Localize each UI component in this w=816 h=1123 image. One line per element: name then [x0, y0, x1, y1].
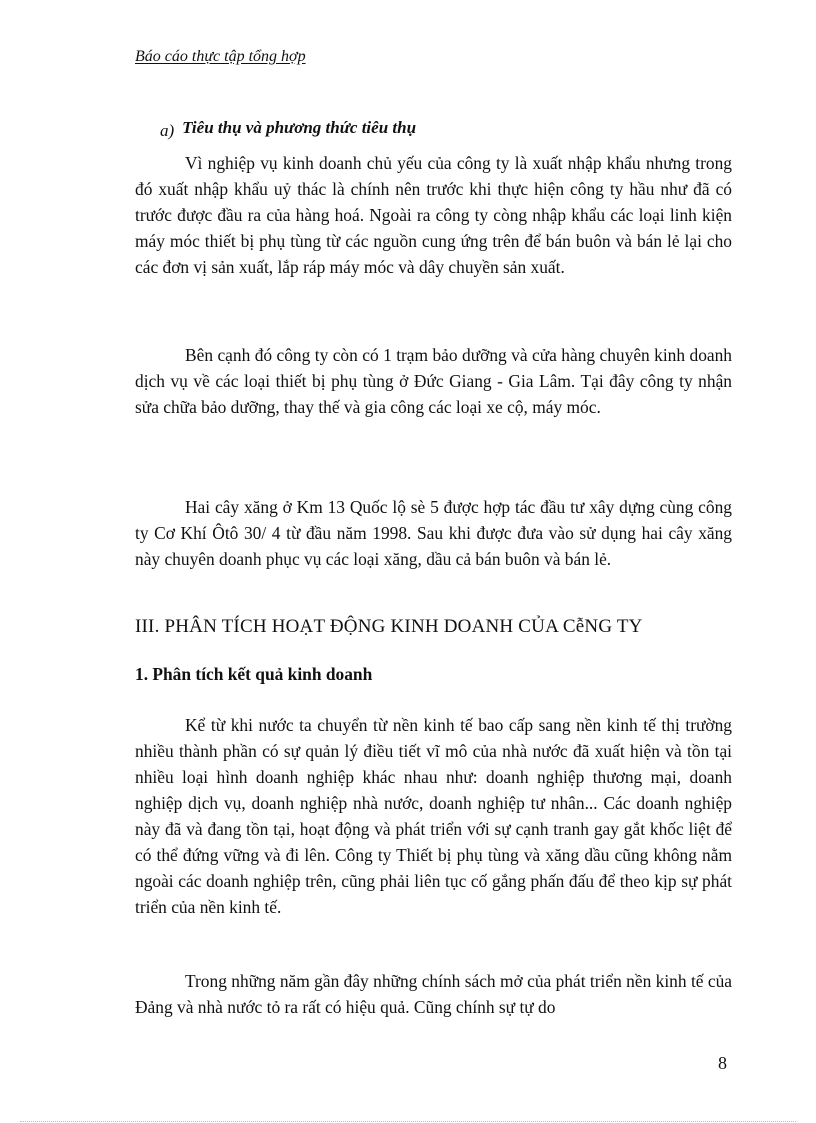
paragraph-recent-policies: Trong những năm gần đây những chính sách mở của phát triển nền kinh tế của Đảng và nhà nước tỏ ra rất có hiệu quả. Cũng chính sự tự do [135, 971, 732, 1017]
page-number: 8 [718, 1053, 727, 1073]
paragraph-consumption: Vì nghiệp vụ kinh doanh chủ yếu của công ty là xuất nhập khẩu nhưng trong đó xuất nhập khẩu uỷ thác là chính nên trước khi thực hiện công ty hầu như đã có trước được đầu ra của hàng hoá. Ngoài ra công ty còng nhập khẩu các loại linh kiện máy móc thiết bị phụ tùng từ các nguồn cung ứng trên để bán buôn và bán lẻ lại cho các đơn vị sản xuất, lắp ráp máy móc và dây chuyền sản xuất. [135, 153, 732, 277]
paragraph-market-economy: Kể từ khi nước ta chuyển từ nền kinh tế bao cấp sang nền kinh tế thị trường nhiều thành phần có sự quản lý điều tiết vĩ mô của nhà nước đã xuất hiện và tồn tại nhiều loại hình doanh nghiệp khác nhau như: doanh nghiệp thương mại, doanh nghiệp dịch vụ, doanh nghiệp nhà nước, doanh nghiệp tư nhân... Các doanh nghiệp này đã và đang tồn tại, hoạt động và phát triển với sự cạnh tranh gay gắt khốc liệt để có thể đứng vững và đi lên. Công ty Thiết bị phụ tùng và xăng dầu cũng không nằm ngoài các doanh nghiệp trên, cũng phải liên tục cố gắng phấn đấu để theo kịp sự phát triển của nền kinh tế. [135, 715, 732, 917]
section-iii-heading: III. PHÂN TÍCH HOẠT ĐỘNG KINH DOANH CỦA CễNG TY [135, 616, 643, 637]
section-1-heading: 1. Phân tích kết quả kinh doanh [135, 664, 373, 684]
running-header: Báo cáo thực tập tổng hợp [135, 48, 306, 65]
subsection-a-heading [160, 118, 416, 138]
paragraph-petrol-stations: Hai cây xăng ở Km 13 Quốc lộ sè 5 được hợp tác đầu tư xây dựng cùng công ty Cơ Khí Ôtô 30/ 4 từ đầu năm 1998. Sau khi được đưa vào sử dụng hai cây xăng này chuyên doanh phục vụ các loại xăng, dầu cả bán buôn và bán lẻ. [135, 497, 732, 569]
subsection-marker: a) [160, 121, 175, 140]
subsection-title: Tiêu thụ và phương thức tiêu thụ [182, 118, 417, 137]
paragraph-service-station: Bên cạnh đó công ty còn có 1 trạm bảo dưỡng và cửa hàng chuyên kinh doanh dịch vụ về các loại thiết bị phụ tùng ở Đức Giang - Gia Lâm. Tại đây công ty nhận sửa chữa bảo dưỡng, thay thế và gia công các loại xe cộ, máy móc. [135, 345, 732, 417]
page-bottom-divider [20, 1121, 796, 1122]
